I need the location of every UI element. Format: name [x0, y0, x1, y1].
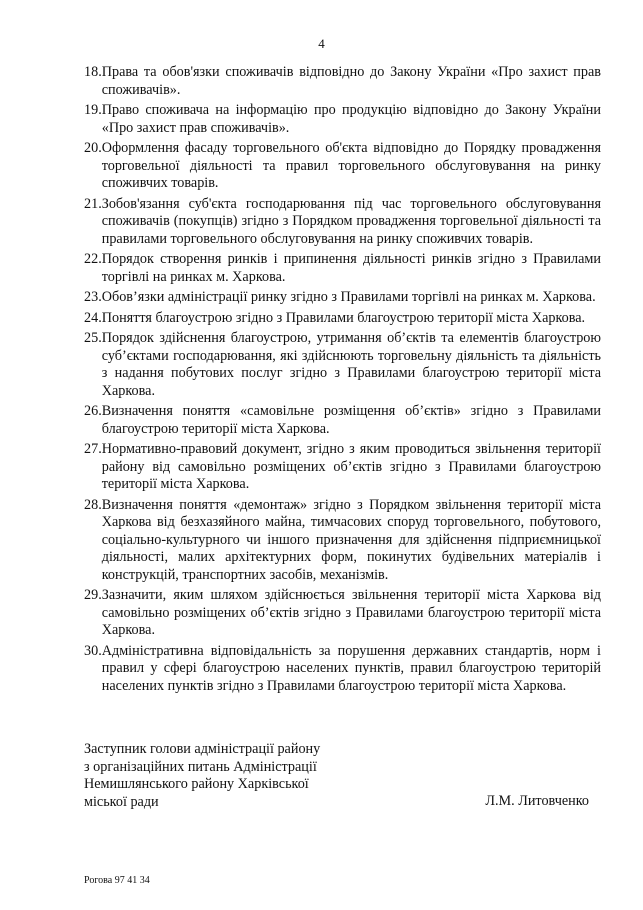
list-item [84, 587, 601, 640]
item-number: 22. [84, 251, 102, 267]
list-item [84, 289, 601, 307]
list-item [84, 643, 601, 696]
item-number: 29. [84, 587, 102, 603]
item-text: Оформлення фасаду торговельного об'єкта відповідно до Порядку провадження торговельної діяльності та правил торговельного обслуговування на ринку споживчих товарів. [101, 140, 601, 191]
item-number: 30. [84, 642, 102, 659]
signatory-title-line: Заступник голови адміністрації району [84, 741, 321, 757]
item-number: 24. [84, 309, 102, 326]
list-item [84, 310, 601, 328]
item-number: 19. [84, 102, 102, 118]
list-item [84, 330, 601, 400]
item-number: 20. [84, 140, 102, 156]
item-text: Право споживача на інформацію про продукцію відповідно до Закону України «Про захист прав споживачів». [101, 102, 601, 136]
item-text: Зобов'язання суб'єкта господарювання під час торговельного обслуговування споживачів (покупців) згідно з Порядком провадження торговельної діяльності та правилами торговельного обслуговування на ринку споживчих товарів. [101, 195, 601, 247]
list-item [84, 196, 601, 249]
item-text: Поняття благоустрою згідно з Правилами благоустрою території міста Харкова. [101, 309, 586, 326]
list-item [84, 102, 601, 137]
signatory-name: Л.М. Литовченко [485, 793, 589, 809]
item-text: Визначення поняття «самовільне розміщення об’єктів» згідно з Правилами благоустрою території міста Харкова. [101, 403, 601, 437]
list-item [84, 441, 601, 494]
list-item [84, 403, 601, 438]
signatory-title-line: Немишлянського району Харківської [84, 776, 309, 792]
item-text: Порядок здійснення благоустрою, утримання об’єктів та елементів благоустрою суб’єктами господарювання, які здійснюють торговельну діяльність та діяльність з надання побутових послуг згідно з Правилами благоустрою території міста Харкова. [101, 330, 601, 399]
list-item [84, 140, 601, 193]
item-text: Порядок створення ринків і припинення діяльності ринків згідно з Правилами торгівлі на ринках м. Харкова. [101, 251, 601, 285]
item-number: 21. [84, 195, 102, 212]
item-number: 28. [84, 496, 102, 513]
signatory-title-line: з організаційних питань Адміністрації [84, 758, 317, 775]
list-item [84, 251, 601, 286]
signature-block [84, 741, 601, 811]
item-text: Визначення поняття «демонтаж» згідно з Порядком звільнення території міста Харкова від безхазяйного майна, тимчасових споруд торговельного, побутового, соціально-культурного чи іншого призначення для здійснення підприємницької діяльності, малих архітектурних форм, покинутих будівельних матеріалів і конструкцій, транспортних засобів, механізмів. [101, 496, 601, 583]
item-number: 18. [84, 64, 102, 80]
page-number: 4 [318, 36, 325, 51]
item-number: 27. [84, 441, 102, 457]
item-text: Права та обов'язки споживачів відповідно до Закону України «Про захист прав споживачів». [101, 64, 601, 98]
executor-contact: Рогова 97 41 34 [84, 875, 150, 886]
item-number: 26. [84, 403, 102, 419]
item-text: Зазначити, яким шляхом здійснюється звільнення території міста Харкова від самовільно розміщених об’єктів згідно з Правилами благоустрою території міста Харкова. [101, 587, 601, 638]
signatory-title-line: міської ради [84, 793, 159, 810]
item-text: Нормативно-правовий документ, згідно з яким проводиться звільнення території району від самовільно розміщених об’єктів згідно з Правилами благоустрою території міста Харкова. [101, 441, 601, 492]
item-text: Обов’язки адміністрації ринку згідно з Правилами торгівлі на ринках м. Харкова. [101, 289, 596, 305]
question-list [84, 64, 601, 698]
item-number: 23. [84, 289, 102, 305]
list-item [84, 64, 601, 99]
list-item [84, 497, 601, 585]
item-text: Адміністративна відповідальність за порушення державних стандартів, норм і правил у сфері благоустрою населених пунктів, правил благоустрою територій населених пунктів згідно з Правилами благоустрою території міста Харкова. [101, 642, 601, 694]
item-number: 25. [84, 330, 102, 346]
